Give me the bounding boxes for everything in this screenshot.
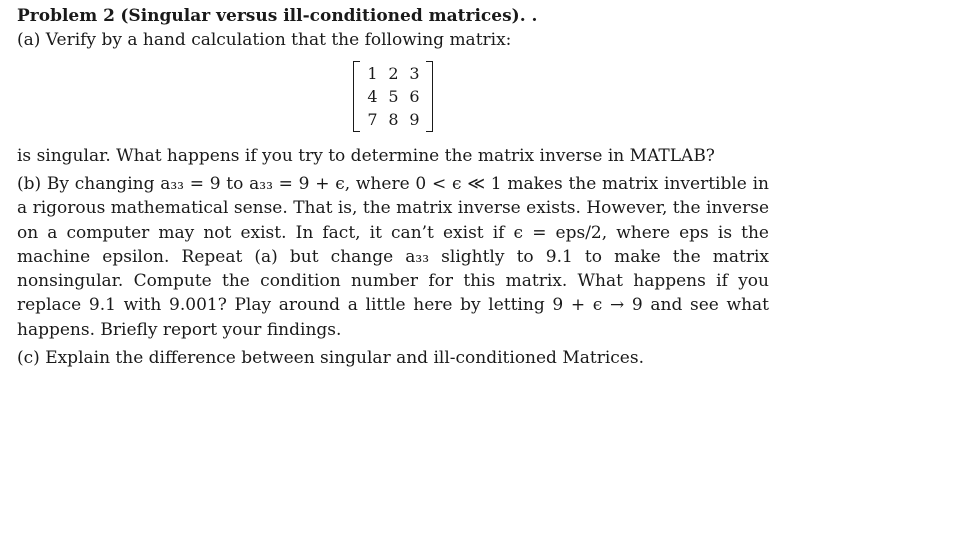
matrix-cell: 4 bbox=[367, 87, 378, 106]
part-b bbox=[17, 172, 769, 342]
matrix-grid bbox=[362, 62, 425, 131]
part-b-first-line: (b) By changing a₃₃ = 9 to a₃₃ = 9 + ϵ, where 0 < ϵ ≪ 1 makes the matrix invertible in a bbox=[17, 174, 769, 219]
problem-topic: (Singular versus ill-conditioned matrices). . bbox=[120, 6, 538, 26]
matrix-cell: 9 bbox=[409, 110, 420, 129]
matrix bbox=[353, 61, 433, 132]
problem-page bbox=[17, 4, 777, 370]
matrix-cell: 3 bbox=[409, 64, 420, 83]
part-c: (c) Explain the difference between singular and ill-conditioned Matrices. bbox=[17, 348, 644, 369]
matrix-right-bracket bbox=[426, 61, 433, 132]
matrix-left-bracket bbox=[353, 61, 360, 132]
problem-number: Problem 2 bbox=[17, 6, 115, 26]
part-a-question: is singular. What happens if you try to determine the matrix inverse in MATLAB? bbox=[17, 146, 715, 166]
problem-title bbox=[17, 4, 777, 28]
part-a-intro: (a) Verify by a hand calculation that the following matrix: bbox=[17, 30, 512, 50]
part-b-text: rigorous mathematical sense. That is, the matrix inverse exists. However, the inverse on a computer may not exist. In fact, it can’t exist if ϵ = eps/2, where eps is the machine epsilon. Repeat (a) but change a₃₃ slightly to 9.1 to make the matrix nonsingular. Compute the condition number for this matrix. What happens if you replace 9.1 with 9.001? Play around a little here by letting 9 + ϵ → 9 and see what happens. Briefly report your findings. bbox=[17, 198, 769, 340]
matrix-cell: 8 bbox=[388, 110, 399, 129]
matrix-cell: 6 bbox=[409, 87, 420, 106]
matrix-cell: 7 bbox=[367, 110, 378, 129]
matrix-cell: 5 bbox=[388, 87, 399, 106]
matrix-cell: 2 bbox=[388, 64, 399, 83]
matrix-cell: 1 bbox=[367, 64, 378, 83]
